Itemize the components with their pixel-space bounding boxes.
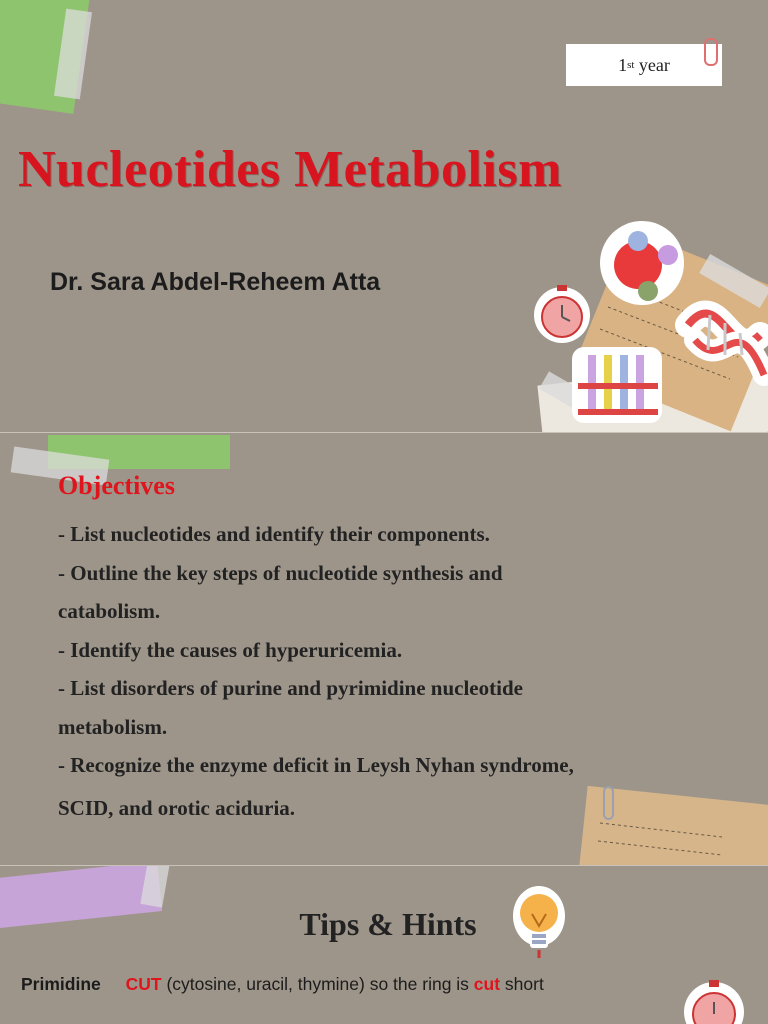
objectives-slide <box>0 433 768 865</box>
list-item: catabolism. <box>58 599 161 623</box>
objectives-heading: Objectives <box>58 471 175 500</box>
molecule-icon <box>600 221 684 305</box>
tip-explanation-end: short <box>500 974 544 994</box>
objectives-list <box>58 515 738 827</box>
year-ordinal: 1 <box>618 54 628 75</box>
tape-strip <box>140 866 169 908</box>
list-item: - List nucleotides and identify their components. <box>58 522 490 546</box>
page-title: Nucleotides Metabolism <box>18 141 562 198</box>
tip-mnemonic: CUT <box>125 974 162 994</box>
title-slide <box>0 0 768 432</box>
lightbulb-icon <box>512 886 566 962</box>
list-item: - List disorders of purine and pyrimidine nucleotide <box>58 676 523 700</box>
year-suffix: st <box>627 59 635 71</box>
year-tag <box>566 44 722 86</box>
tip-row <box>21 974 544 995</box>
author-name: Dr. Sara Abdel-Reheem Atta <box>50 268 381 296</box>
stopwatch-icon <box>534 285 590 343</box>
tip-term: Primidine <box>21 974 101 994</box>
stopwatch-icon <box>682 974 746 1024</box>
tip-explanation: (cytosine, uracil, thymine) so the ring is <box>161 974 474 994</box>
test-tubes-icon <box>572 347 662 423</box>
list-item: metabolism. <box>58 714 168 739</box>
list-item: - Outline the key steps of nucleotide synthesis and <box>58 560 503 585</box>
tip-highlight: cut <box>473 974 501 994</box>
lab-illustration <box>520 215 768 432</box>
list-item: SCID, and orotic aciduria. <box>58 795 296 820</box>
tan-note-illustration <box>572 785 768 865</box>
list-item: - Recognize the enzyme deficit in Leysh Nyhan syndrome, <box>58 753 574 777</box>
paperclip-icon <box>704 38 718 66</box>
year-word: year <box>638 54 670 75</box>
tips-slide <box>0 866 768 1024</box>
tips-heading: Tips & Hints <box>299 906 477 942</box>
list-item: - Identify the causes of hyperuricemia. <box>58 637 403 662</box>
